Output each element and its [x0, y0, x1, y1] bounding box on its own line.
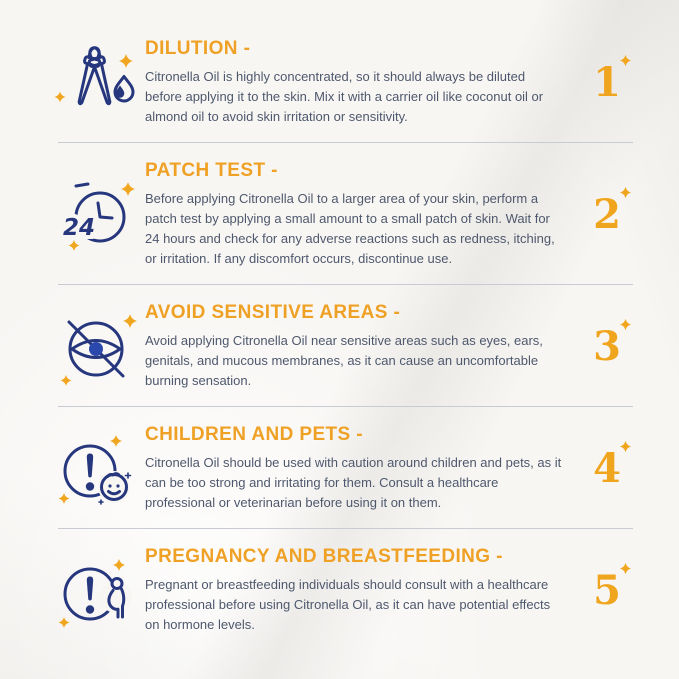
section-pregnancy-and-breastfeeding — [52, 546, 635, 635]
24-hour-clock-icon — [52, 171, 145, 259]
section-divider — [58, 142, 633, 143]
section-title: DILUTION - — [145, 38, 251, 59]
section-avoid-sensitive-areas — [52, 302, 635, 391]
section-divider — [58, 406, 633, 407]
step-number: 2 — [593, 193, 621, 237]
pupil — [89, 342, 103, 356]
crossed-eye-icon — [52, 303, 145, 391]
warning-child-icon — [52, 425, 145, 513]
step-number: 1 — [593, 61, 621, 105]
warning-pregnancy-icon — [52, 547, 145, 635]
step-number: 3 — [593, 325, 621, 369]
section-title: AVOID SENSITIVE AREAS - — [145, 302, 401, 323]
clock-24-label: 24 — [63, 214, 96, 241]
sparkle-icon — [619, 186, 632, 199]
sparkle-icon — [619, 440, 632, 453]
section-dilution — [52, 38, 635, 127]
dropper-icon — [52, 39, 145, 127]
section-divider — [58, 528, 633, 529]
section-body: Citronella Oil should be used with caution around children and pets, as it can be too strong and irritating for them. Consult a healthcare professional or veterinarian before using it on them. — [145, 455, 562, 510]
section-body: Before applying Citronella Oil to a larger area of your skin, perform a patch test by applying a small amount to a small patch of skin. Wait for 24 hours and check for any adverse reactions such as redness, itching, or irritation. If any discomfort occurs, discontinue use. — [145, 191, 555, 266]
section-children-and-pets — [52, 424, 635, 513]
section-title: PATCH TEST - — [145, 160, 278, 181]
section-body: Citronella Oil is highly concentrated, so it should always be diluted before applying it to the skin. Mix it with a carrier oil like coconut oil or almond oil to avoid skin irritation or sensitivity. — [145, 69, 544, 124]
section-patch-test — [52, 160, 635, 269]
step-number: 4 — [593, 447, 621, 491]
section-body: Pregnant or breastfeeding individuals should consult with a healthcare professional before using Citronella Oil, as it can have potential effects on hormone levels. — [145, 577, 551, 632]
section-body: Avoid applying Citronella Oil near sensitive areas such as eyes, ears, genitals, and mucous membranes, as it can cause an uncomfortable burning sensation. — [145, 333, 543, 388]
section-title: CHILDREN AND PETS - — [145, 424, 364, 445]
step-number: 5 — [593, 569, 621, 613]
sparkle-icon — [619, 562, 632, 575]
sparkle-icon — [619, 318, 632, 331]
sparkle-icon — [619, 54, 632, 67]
section-divider — [58, 284, 633, 285]
section-title: PREGNANCY AND BREASTFEEDING - — [145, 546, 503, 567]
